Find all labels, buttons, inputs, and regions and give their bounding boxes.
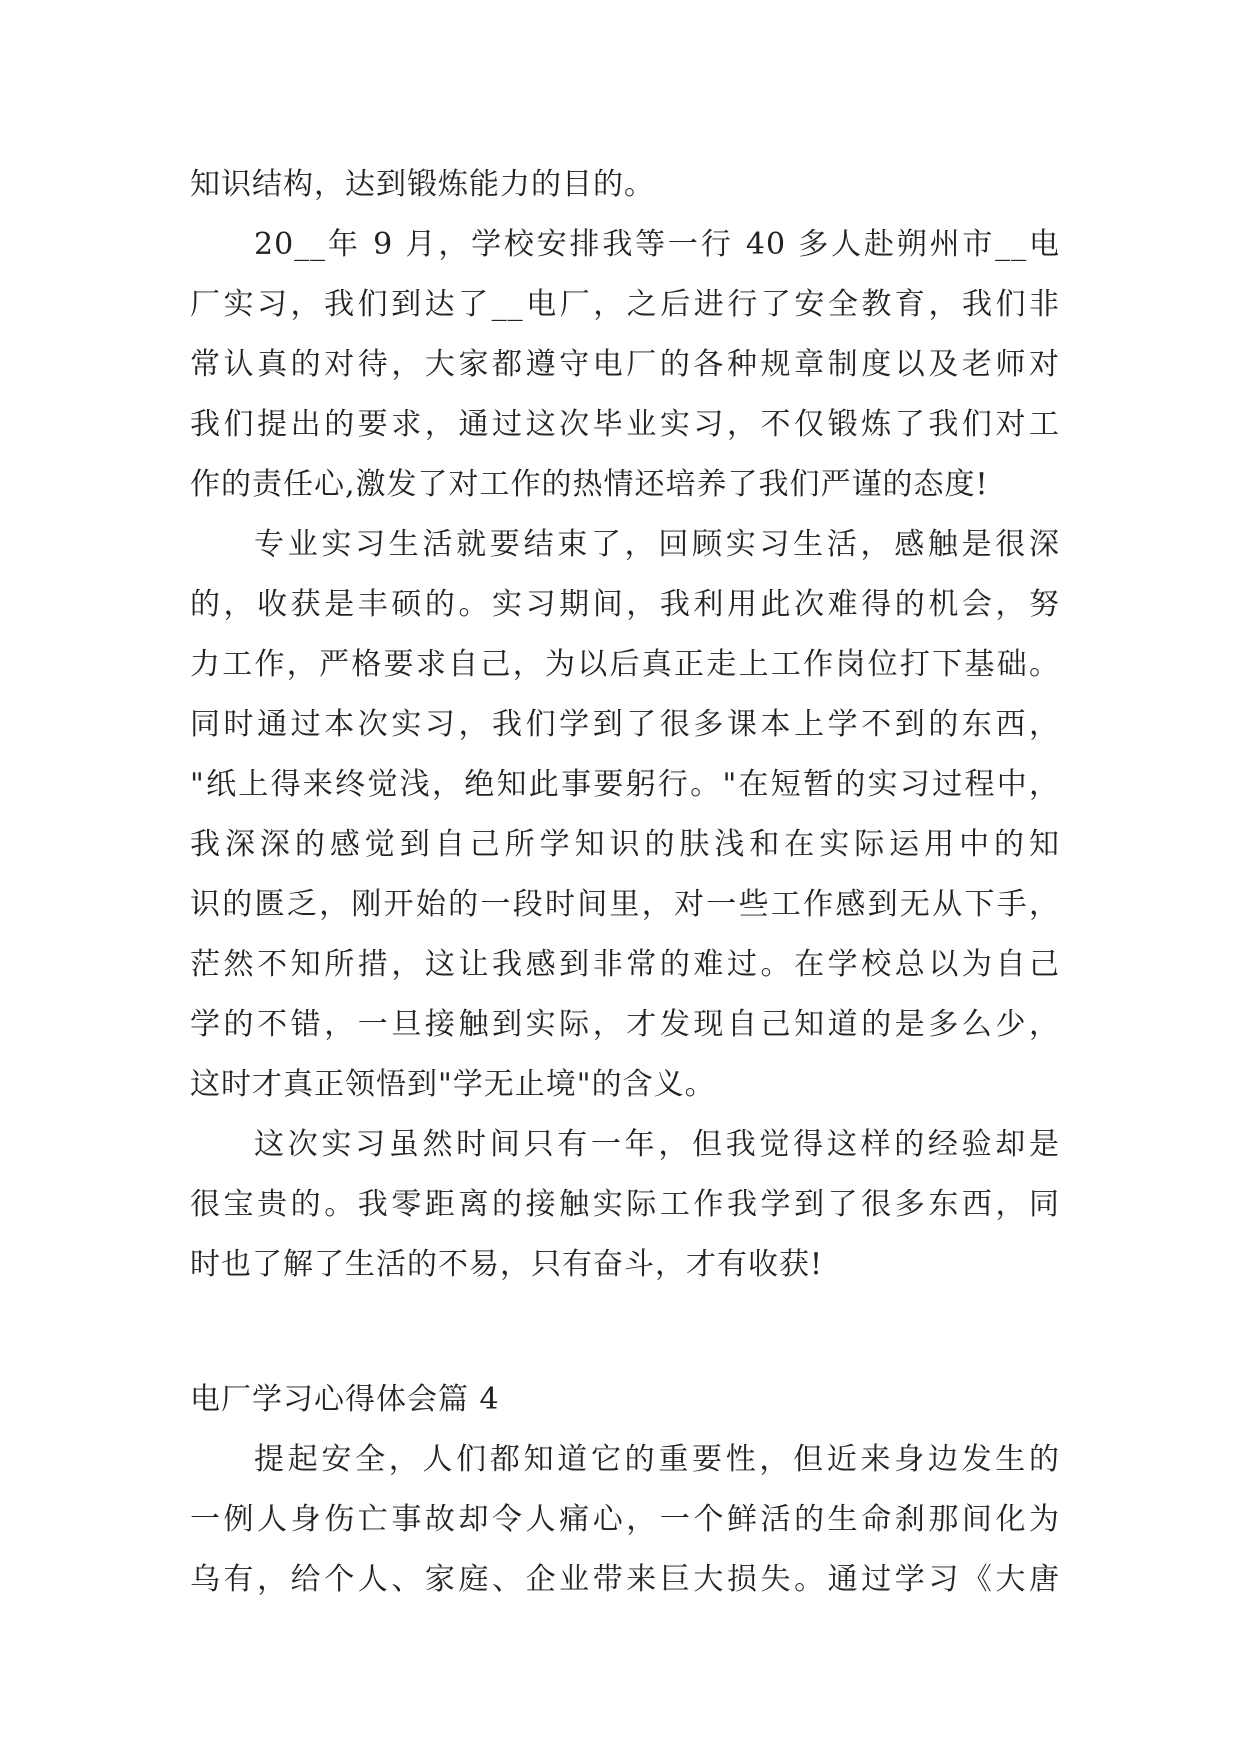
text-line: 同时通过本次实习，我们学到了很多课本上学不到的东西， [190, 707, 1060, 742]
text-line: 作的责任心,激发了对工作的热情还培养了我们严谨的态度! [190, 467, 989, 502]
text-line: 提起安全，人们都知道它的重要性，但近来身边发生的 [254, 1442, 1060, 1477]
text-line: 学的不错，一旦接触到实际，才发现自己知道的是多么少， [190, 1007, 1060, 1042]
paragraph [190, 515, 1060, 1115]
text-line: 一例人身伤亡事故却令人痛心，一个鲜活的生命刹那间化为 [190, 1502, 1060, 1537]
text-line: 力工作，严格要求自己，为以后真正走上工作岗位打下基础。 [190, 647, 1060, 682]
text-line: 的，收获是丰硕的。实习期间，我利用此次难得的机会，努 [190, 587, 1060, 622]
text-line: 时也了解了生活的不易，只有奋斗，才有收获! [190, 1247, 824, 1282]
text-line: 专业实习生活就要结束了，回顾实习生活，感触是很深 [254, 527, 1060, 562]
paragraph [190, 215, 1060, 515]
text-line: 知识结构，达到锻炼能力的目的。 [190, 167, 655, 202]
text-line: 乌有，给个人、家庭、企业带来巨大损失。通过学习《大唐 [190, 1562, 1060, 1597]
paragraph [190, 1115, 1060, 1295]
document-body [190, 155, 1060, 1610]
paragraph [190, 1430, 1060, 1610]
text-line: 厂实习，我们到达了__电厂，之后进行了安全教育，我们非 [190, 287, 1060, 322]
text-line: 常认真的对待，大家都遵守电厂的各种规章制度以及老师对 [190, 347, 1060, 382]
text-line: 我们提出的要求，通过这次毕业实习，不仅锻炼了我们对工 [190, 407, 1060, 442]
text-line: "纸上得来终觉浅，绝知此事要躬行。"在短暂的实习过程中， [190, 767, 1060, 802]
text-line: 很宝贵的。我零距离的接触实际工作我学到了很多东西，同 [190, 1187, 1060, 1222]
text-line: 20__年 9 月，学校安排我等一行 40 多人赴朔州市__电 [254, 227, 1060, 262]
text-line: 这次实习虽然时间只有一年，但我觉得这样的经验却是 [254, 1127, 1060, 1162]
text-line: 识的匮乏，刚开始的一段时间里，对一些工作感到无从下手， [190, 887, 1060, 922]
paragraph [190, 155, 1060, 215]
text-line: 这时才真正领悟到"学无止境"的含义。 [190, 1067, 716, 1102]
section-heading: 电厂学习心得体会篇 4 [190, 1382, 500, 1417]
text-line: 茫然不知所措，这让我感到非常的难过。在学校总以为自己 [190, 947, 1060, 982]
text-line: 我深深的感觉到自己所学知识的肤浅和在实际运用中的知 [190, 827, 1060, 862]
section-spacer [190, 1295, 1060, 1370]
